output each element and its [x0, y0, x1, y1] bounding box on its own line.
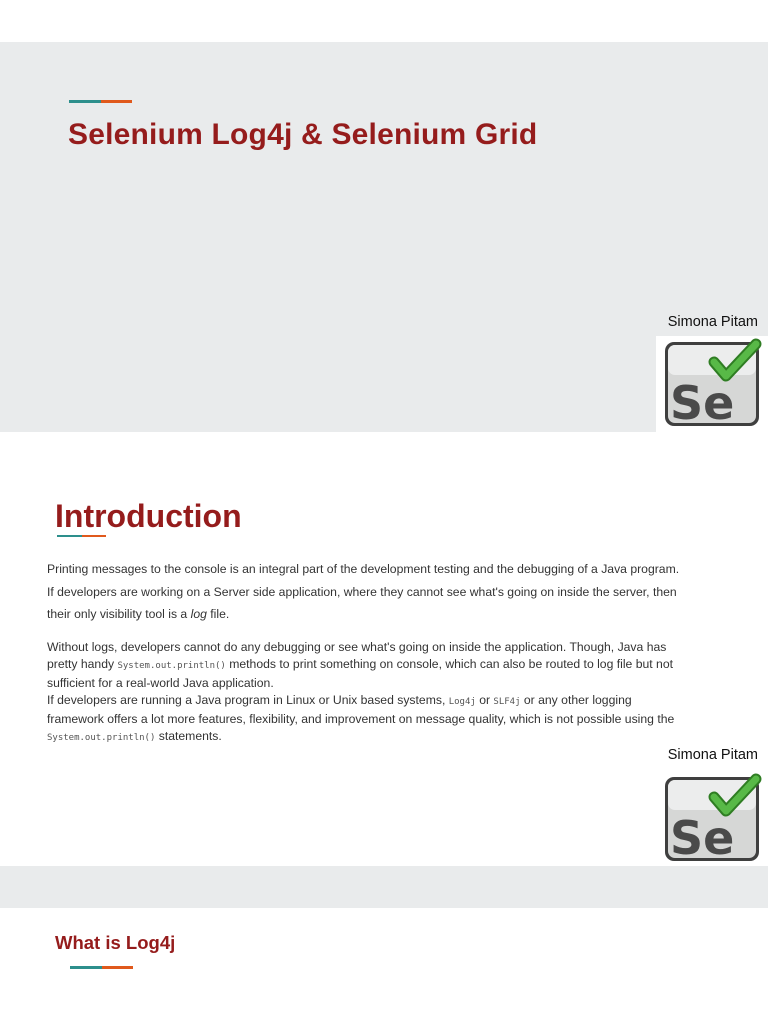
author-name: Simona Pitam	[667, 747, 758, 763]
inline-code: System.out.println()	[117, 661, 226, 671]
heading-accent-bar	[70, 966, 133, 969]
inline-code: SLF4j	[493, 697, 521, 707]
underline-teal-segment	[57, 535, 82, 537]
p2-text: Without logs, developers cannot do any debugging or see what's going on inside the application. Though, Java has pretty handy	[47, 640, 667, 671]
underline-orange-segment	[82, 535, 106, 537]
intro-paragraph-1	[47, 558, 687, 626]
slide-title: Selenium Log4j & Selenium Grid	[68, 118, 538, 151]
p1-text: Printing messages to the console is an integral part of the development testing and the debugging of a Java program. If developers are working on a Server side application, where they cannot see what's going on inside the server, then their only visibility tool is a	[47, 562, 680, 621]
slide-heading: Introduction	[55, 498, 242, 534]
logo-se-text: Se	[670, 376, 735, 430]
p2-text-end: methods to print something on console, which can also be routed to log file but not sufficient for a real-world Java application.	[47, 657, 673, 690]
p3-text-mid: or any other logging framework offers a lot more features, flexibility, and improvement on message quality, which is not possible using the	[47, 693, 675, 726]
p3-text-or: or	[475, 693, 494, 707]
inline-code: System.out.println()	[47, 733, 156, 743]
p3-text-end: statements.	[155, 729, 222, 743]
p1-text-end: file.	[206, 607, 230, 621]
introduction-slide	[0, 474, 768, 866]
accent-orange-segment	[102, 966, 133, 969]
p1-log-emphasis: log	[190, 607, 207, 621]
slide-top-band	[0, 866, 768, 908]
selenium-logo	[660, 772, 768, 866]
slide-heading: What is Log4j	[55, 932, 176, 953]
p3-text: If developers are running a Java program in Linux or Unix based systems,	[47, 693, 449, 707]
accent-orange-segment	[101, 100, 132, 103]
title-slide	[0, 42, 768, 432]
intro-paragraph-2	[47, 639, 687, 747]
author-name: Simona Pitam	[667, 314, 758, 330]
inline-code: Log4j	[448, 697, 476, 707]
accent-teal-segment	[70, 966, 102, 969]
what-is-log4j-slide	[0, 908, 768, 1024]
title-accent-bar	[69, 100, 132, 103]
selenium-logo	[656, 336, 768, 432]
slide-gap	[0, 432, 768, 474]
accent-teal-segment	[69, 100, 101, 103]
logo-se-text: Se	[670, 811, 735, 865]
